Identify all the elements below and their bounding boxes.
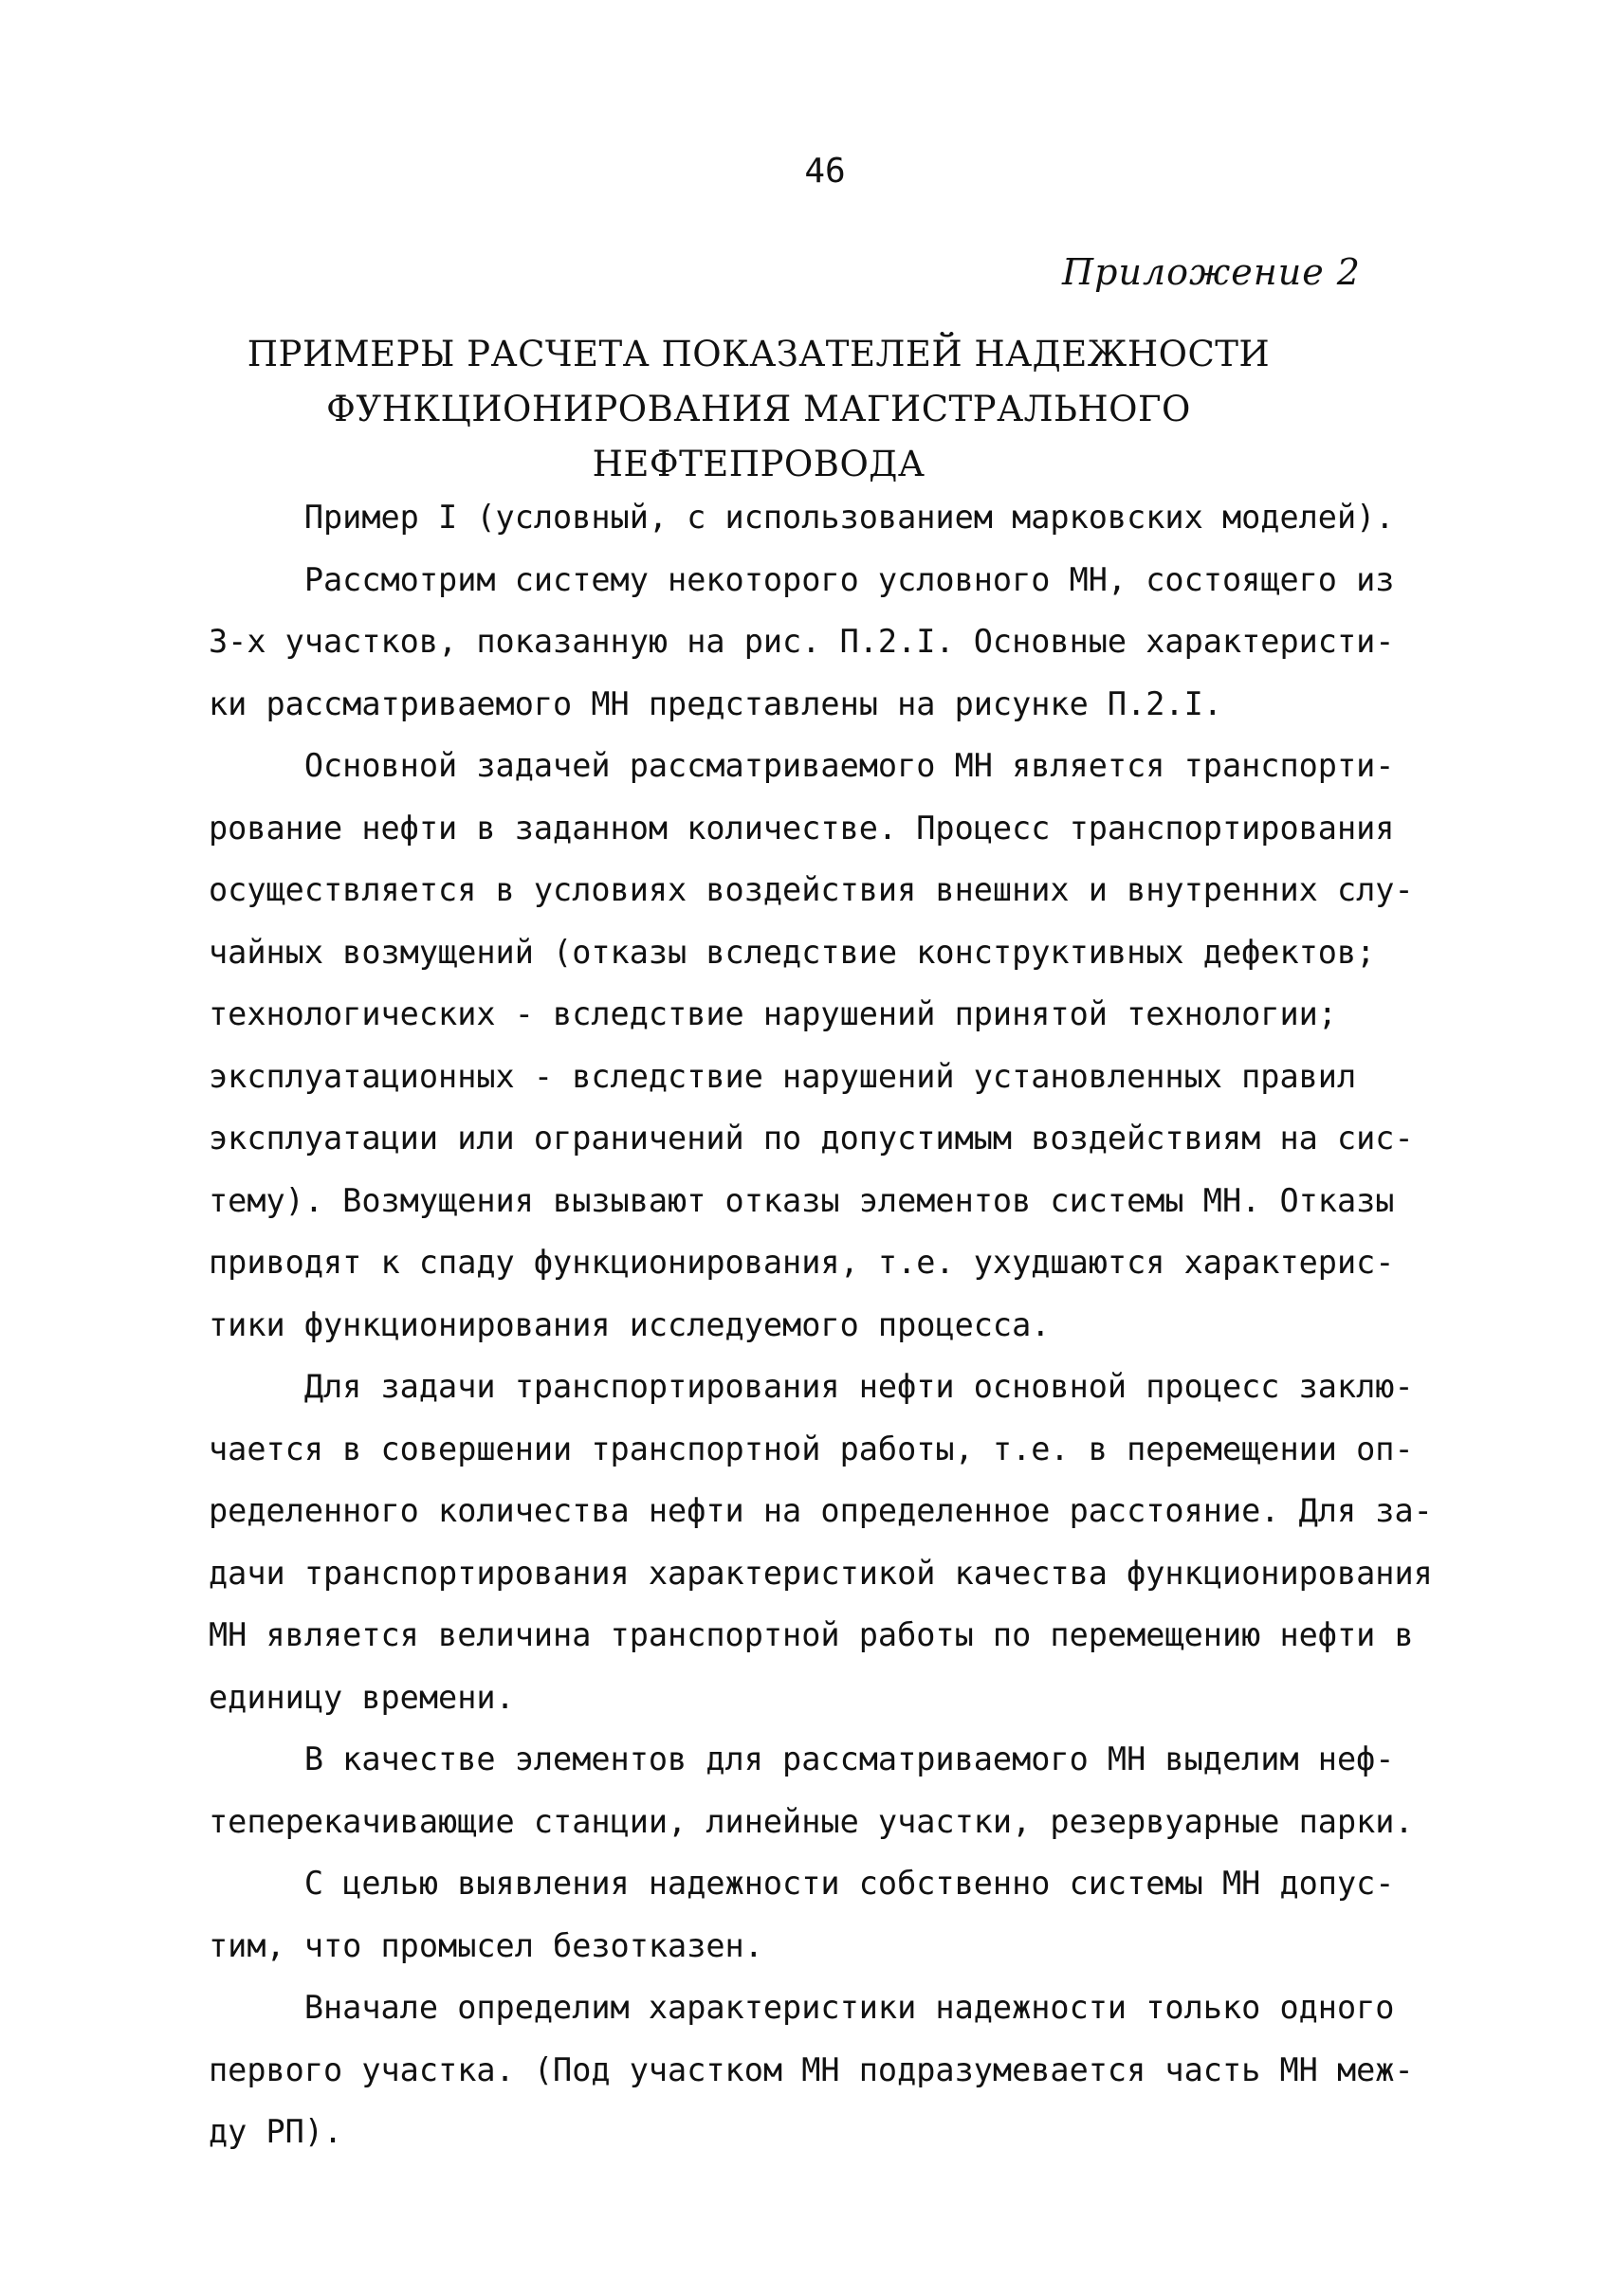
text-line: Рассмотрим систему некоторого условного МН, состоящего из	[209, 560, 1395, 598]
page-number: 46	[804, 152, 846, 191]
appendix-label: Приложение 2	[1062, 251, 1361, 293]
section-title	[190, 327, 1328, 492]
text-line: эксплуатационных - вследствие нарушений установленных правил	[209, 1057, 1357, 1095]
text-line: тeперекачивающие станции, линейные участки, резервуарные парки.	[209, 1802, 1414, 1840]
text-line: чайных возмущений (отказы вследствие конструктивных дефектов;	[209, 933, 1376, 971]
text-line: МН является величина транспортной работы по перемещению нефти в	[209, 1616, 1414, 1653]
text-line: ду РП).	[209, 2113, 343, 2150]
text-line: ределенного количества нефти на определенное расстояние. Для за-	[209, 1492, 1433, 1529]
text-line: тим, что промысел безотказен.	[209, 1926, 763, 1964]
text-line: тики функционирования исследуемого процесса.	[209, 1305, 1051, 1343]
body-text	[209, 486, 1432, 2163]
text-line: 3-х участков, показанную на рис. П.2.I. Основные характеристи-	[209, 623, 1395, 660]
text-line: дачи транспортирования характеристикой качества функционирования	[209, 1554, 1433, 1592]
text-line: ки рассматриваемого МН представлены на рисунке П.2.I.	[209, 684, 1222, 722]
text-line: тему). Возмущения вызывают отказы элементов системы МН. Отказы	[209, 1181, 1395, 1219]
title-line-2: ФУНКЦИОНИРОВАНИЯ МАГИСТРАЛЬНОГО НЕФТЕПРОВОДА	[326, 389, 1191, 484]
text-line: Основной задачей рассматриваемого МН является транспорти-	[209, 747, 1395, 784]
text-line: Пример I (условный, с использованием марковских моделей).	[209, 499, 1395, 536]
text-line: первого участка. (Под участком МН подразумевается часть МН меж-	[209, 2050, 1414, 2088]
text-line: Для задачи транспортирования нефти основной процесс заклю-	[209, 1368, 1414, 1405]
text-line: приводят к спаду функционирования, т.е. ухудшаются характерис-	[209, 1244, 1395, 1281]
text-line: С целью выявления надежности собственно системы МН допус-	[209, 1865, 1395, 1902]
text-line: технологических - вследствие нарушений принятой технологии;	[209, 995, 1337, 1032]
text-line: В качестве элементов для рассматриваемого МН выделим неф-	[209, 1740, 1395, 1777]
text-line: чается в совершении транспортной работы, т.е. в перемещении оп-	[209, 1430, 1414, 1467]
text-line: рование нефти в заданном количестве. Процесс транспортирования	[209, 809, 1395, 847]
text-line: осуществляется в условиях воздействия внешних и внутренних слу-	[209, 871, 1414, 908]
text-line: эксплуатации или ограничений по допустимым воздействиям на сис-	[209, 1120, 1414, 1157]
title-line-1: ПРИМЕРЫ РАСЧЕТА ПОКАЗАТЕЛЕЙ НАДЕЖНОСТИ	[247, 334, 1271, 374]
text-line: единицу времени.	[209, 1678, 515, 1716]
text-line: Вначале определим характеристики надежности только одного	[209, 1989, 1395, 2026]
